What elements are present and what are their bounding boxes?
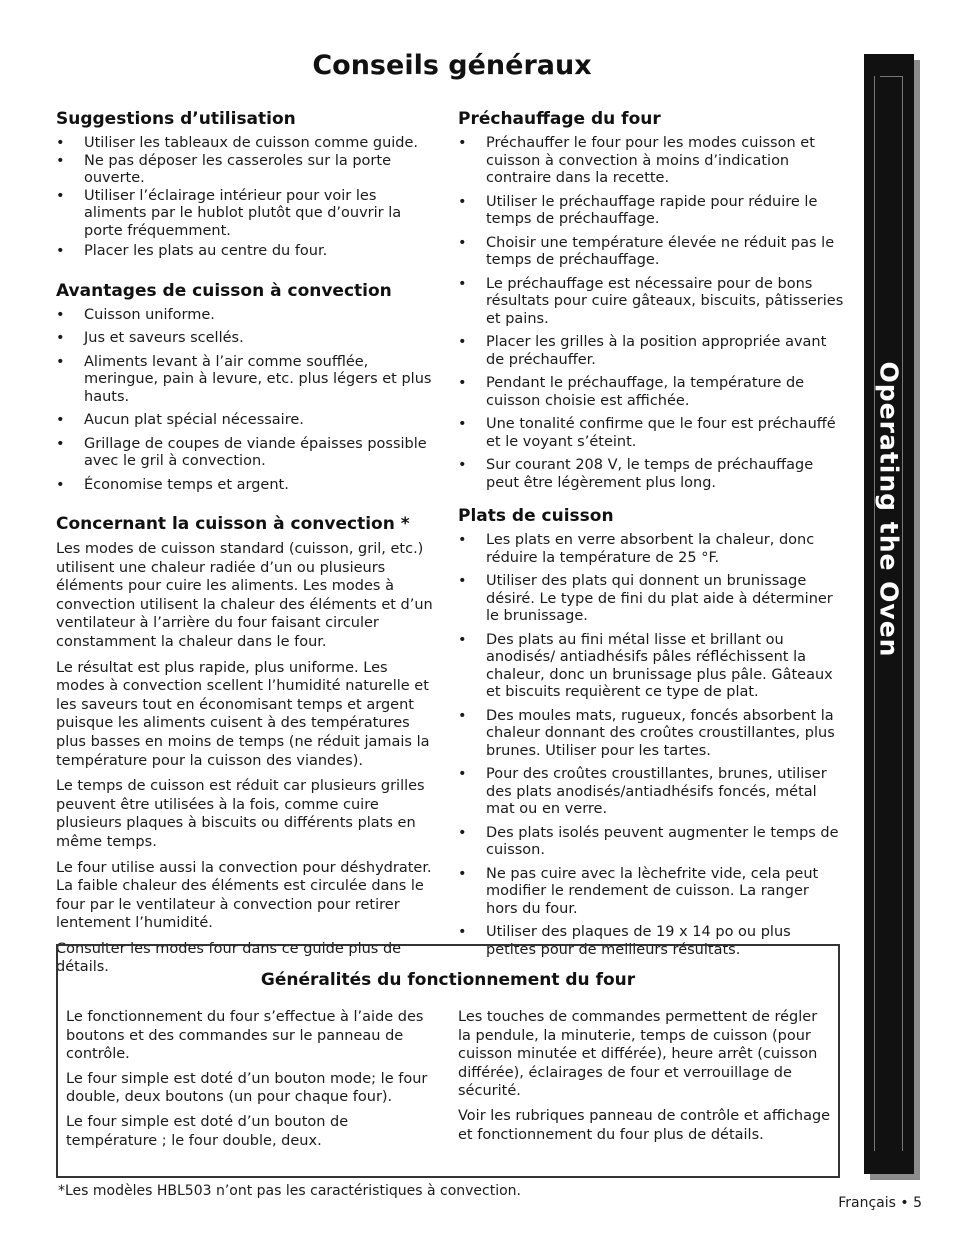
right-column: [458, 109, 844, 965]
side-tab-label-text: Operating the Oven: [874, 361, 904, 658]
paragraph: Le four simple est doté d’un bouton de température ; le four double, deux.: [66, 1113, 349, 1149]
list-item: • Des plats isolés peuvent augmenter le temps de cuisson.: [458, 825, 844, 860]
box-title: Généralités du fonctionnement du four: [260, 970, 636, 990]
list-item: • Placer les plats au centre du four.: [56, 243, 440, 261]
footnote: *Les modèles HBL503 n’ont pas les caractéristiques à convection.: [58, 1183, 521, 1199]
operation-overview-box: [56, 944, 840, 1178]
list-item: • Utiliser le préchauffage rapide pour réduire le temps de préchauffage.: [458, 194, 844, 229]
list-item: • Choisir une température élevée ne réduit pas le temps de préchauffage.: [458, 235, 844, 270]
list-item: • Préchauffer le four pour les modes cuisson et cuisson à convection à moins d’indication contraire dans la recette.: [458, 135, 844, 188]
section-heading-prechauffage: Préchauffage du four: [458, 109, 661, 129]
section-heading-plats: Plats de cuisson: [458, 506, 614, 526]
list-item: • Des plats au fini métal lisse et brillant ou anodisés/ antiadhésifs pâles réfléchissent la chaleur, donc un brunissage plus pâle. Gâteaux et biscuits requièrent ce type de plat.: [458, 632, 844, 702]
list-item: • Placer les grilles à la position appropriée avant de préchauffer.: [458, 334, 844, 369]
list-item: • Une tonalité confirme que le four est préchauffé et le voyant s’éteint.: [458, 416, 844, 451]
list-item: • Le préchauffage est nécessaire pour de bons résultats pour cuire gâteaux, biscuits, pâtisseries et pains.: [458, 276, 844, 329]
list-item: • Pendant le préchauffage, la température de cuisson choisie est affichée.: [458, 375, 844, 410]
list-item: • Ne pas cuire avec la lèchefrite vide, cela peut modifier le rendement de cuisson. La ranger hors du four.: [458, 866, 844, 919]
list-item: • Ne pas déposer les casseroles sur la porte ouverte.: [56, 153, 440, 188]
paragraph: Le résultat est plus rapide, plus uniforme. Les modes à convection scellent l’humidité naturelle et les saveurs tout en économisant temps et argent puisque les aliments cuisent à des températures plus basses en moins de temps (ne réduit jamais la température pour la cuisson des viandes).: [56, 659, 430, 769]
paragraph: Le temps de cuisson est réduit car plusieurs grilles peuvent être utilisées à la fois, comme cuire plusieurs plaques à biscuits ou différents plats en même temps.: [56, 778, 425, 850]
side-tab-label: [864, 361, 914, 658]
prechauffage-list: [458, 135, 844, 492]
list-item: • Aliments levant à l’air comme soufflée, meringue, pain à levure, etc. plus légers et plus hauts.: [56, 354, 440, 407]
paragraph: Le four utilise aussi la convection pour déshydrater. La faible chaleur des éléments est circulée dans le four par le ventilateur à convection pour retirer lentement l’humidité.: [56, 859, 432, 932]
paragraph: Les touches de commandes permettent de régler la pendule, la minuterie, temps de cuisson (pour cuisson minutée et différée), heure arrêt (cuisson différée), éclairages de four et verrouillage de sécurité.: [458, 1009, 818, 1100]
list-item: • Cuisson uniforme.: [56, 307, 440, 325]
list-item: • Pour des croûtes croustillantes, brunes, utiliser des plats anodisés/antiadhésifs foncés, métal mat ou en verre.: [458, 766, 844, 819]
section-heading-concernant: Concernant la cuisson à convection *: [56, 514, 410, 534]
list-item: • Les plats en verre absorbent la chaleur, donc réduire la température de 25 °F.: [458, 532, 844, 567]
list-item: • Jus et saveurs scellés.: [56, 330, 440, 348]
side-tab-rule: [880, 76, 902, 77]
avantages-list: [56, 307, 440, 495]
paragraph: Les modes de cuisson standard (cuisson, gril, etc.) utilisent une chaleur radiée d’un ou plusieurs éléments pour cuire les aliments. Les modes à convection utilisent la chaleur des éléments et d’un ventilateur à l’arrière du four faisant circuler constamment la chaleur dans le four.: [56, 541, 433, 650]
page-number: Français • 5: [838, 1195, 922, 1211]
list-item: • Sur courant 208 V, le temps de préchauffage peut être légèrement plus long.: [458, 457, 844, 492]
plats-list: [458, 532, 844, 959]
list-item: • Des moules mats, rugueux, foncés absorbent la chaleur donnant des croûtes croustillantes, plus brunes. Utiliser pour les tartes.: [458, 708, 844, 761]
left-column: [56, 109, 440, 984]
list-item: • Utiliser des plaques de 19 x 14 po ou plus petites pour de meilleurs résultats.: [458, 924, 844, 959]
list-item: • Aucun plat spécial nécessaire.: [56, 412, 440, 430]
paragraph: Le four simple est doté d’un bouton mode; le four double, deux boutons (un pour chaque four).: [66, 1070, 428, 1106]
list-item: • Économise temps et argent.: [56, 477, 440, 495]
page-title: Conseils généraux: [312, 50, 592, 81]
list-item: • Utiliser les tableaux de cuisson comme guide.: [56, 135, 440, 153]
list-item: • Grillage de coupes de viande épaisses possible avec le gril à convection.: [56, 436, 440, 471]
list-item: • Utiliser l’éclairage intérieur pour voir les aliments par le hublot plutôt que d’ouvrir la porte fréquemment.: [56, 188, 440, 241]
suggestions-list: [56, 135, 440, 261]
paragraph: Voir les rubriques panneau de contrôle et affichage et fonctionnement du four plus de détails.: [458, 1107, 831, 1143]
paragraph: Le fonctionnement du four s’effectue à l’aide des boutons et des commandes sur le panneau de contrôle.: [66, 1009, 424, 1063]
paragraph: Consulter les modes four dans ce guide plus de détails.: [56, 940, 402, 976]
list-item: • Utiliser des plats qui donnent un brunissage désiré. Le type de fini du plat aide à déterminer le brunissage.: [458, 573, 844, 626]
box-right-column: [458, 1008, 834, 1150]
box-left-column: [66, 1008, 436, 1156]
section-heading-avantages: Avantages de cuisson à convection: [56, 280, 392, 301]
section-heading-suggestions: Suggestions d’utilisation: [56, 109, 296, 129]
